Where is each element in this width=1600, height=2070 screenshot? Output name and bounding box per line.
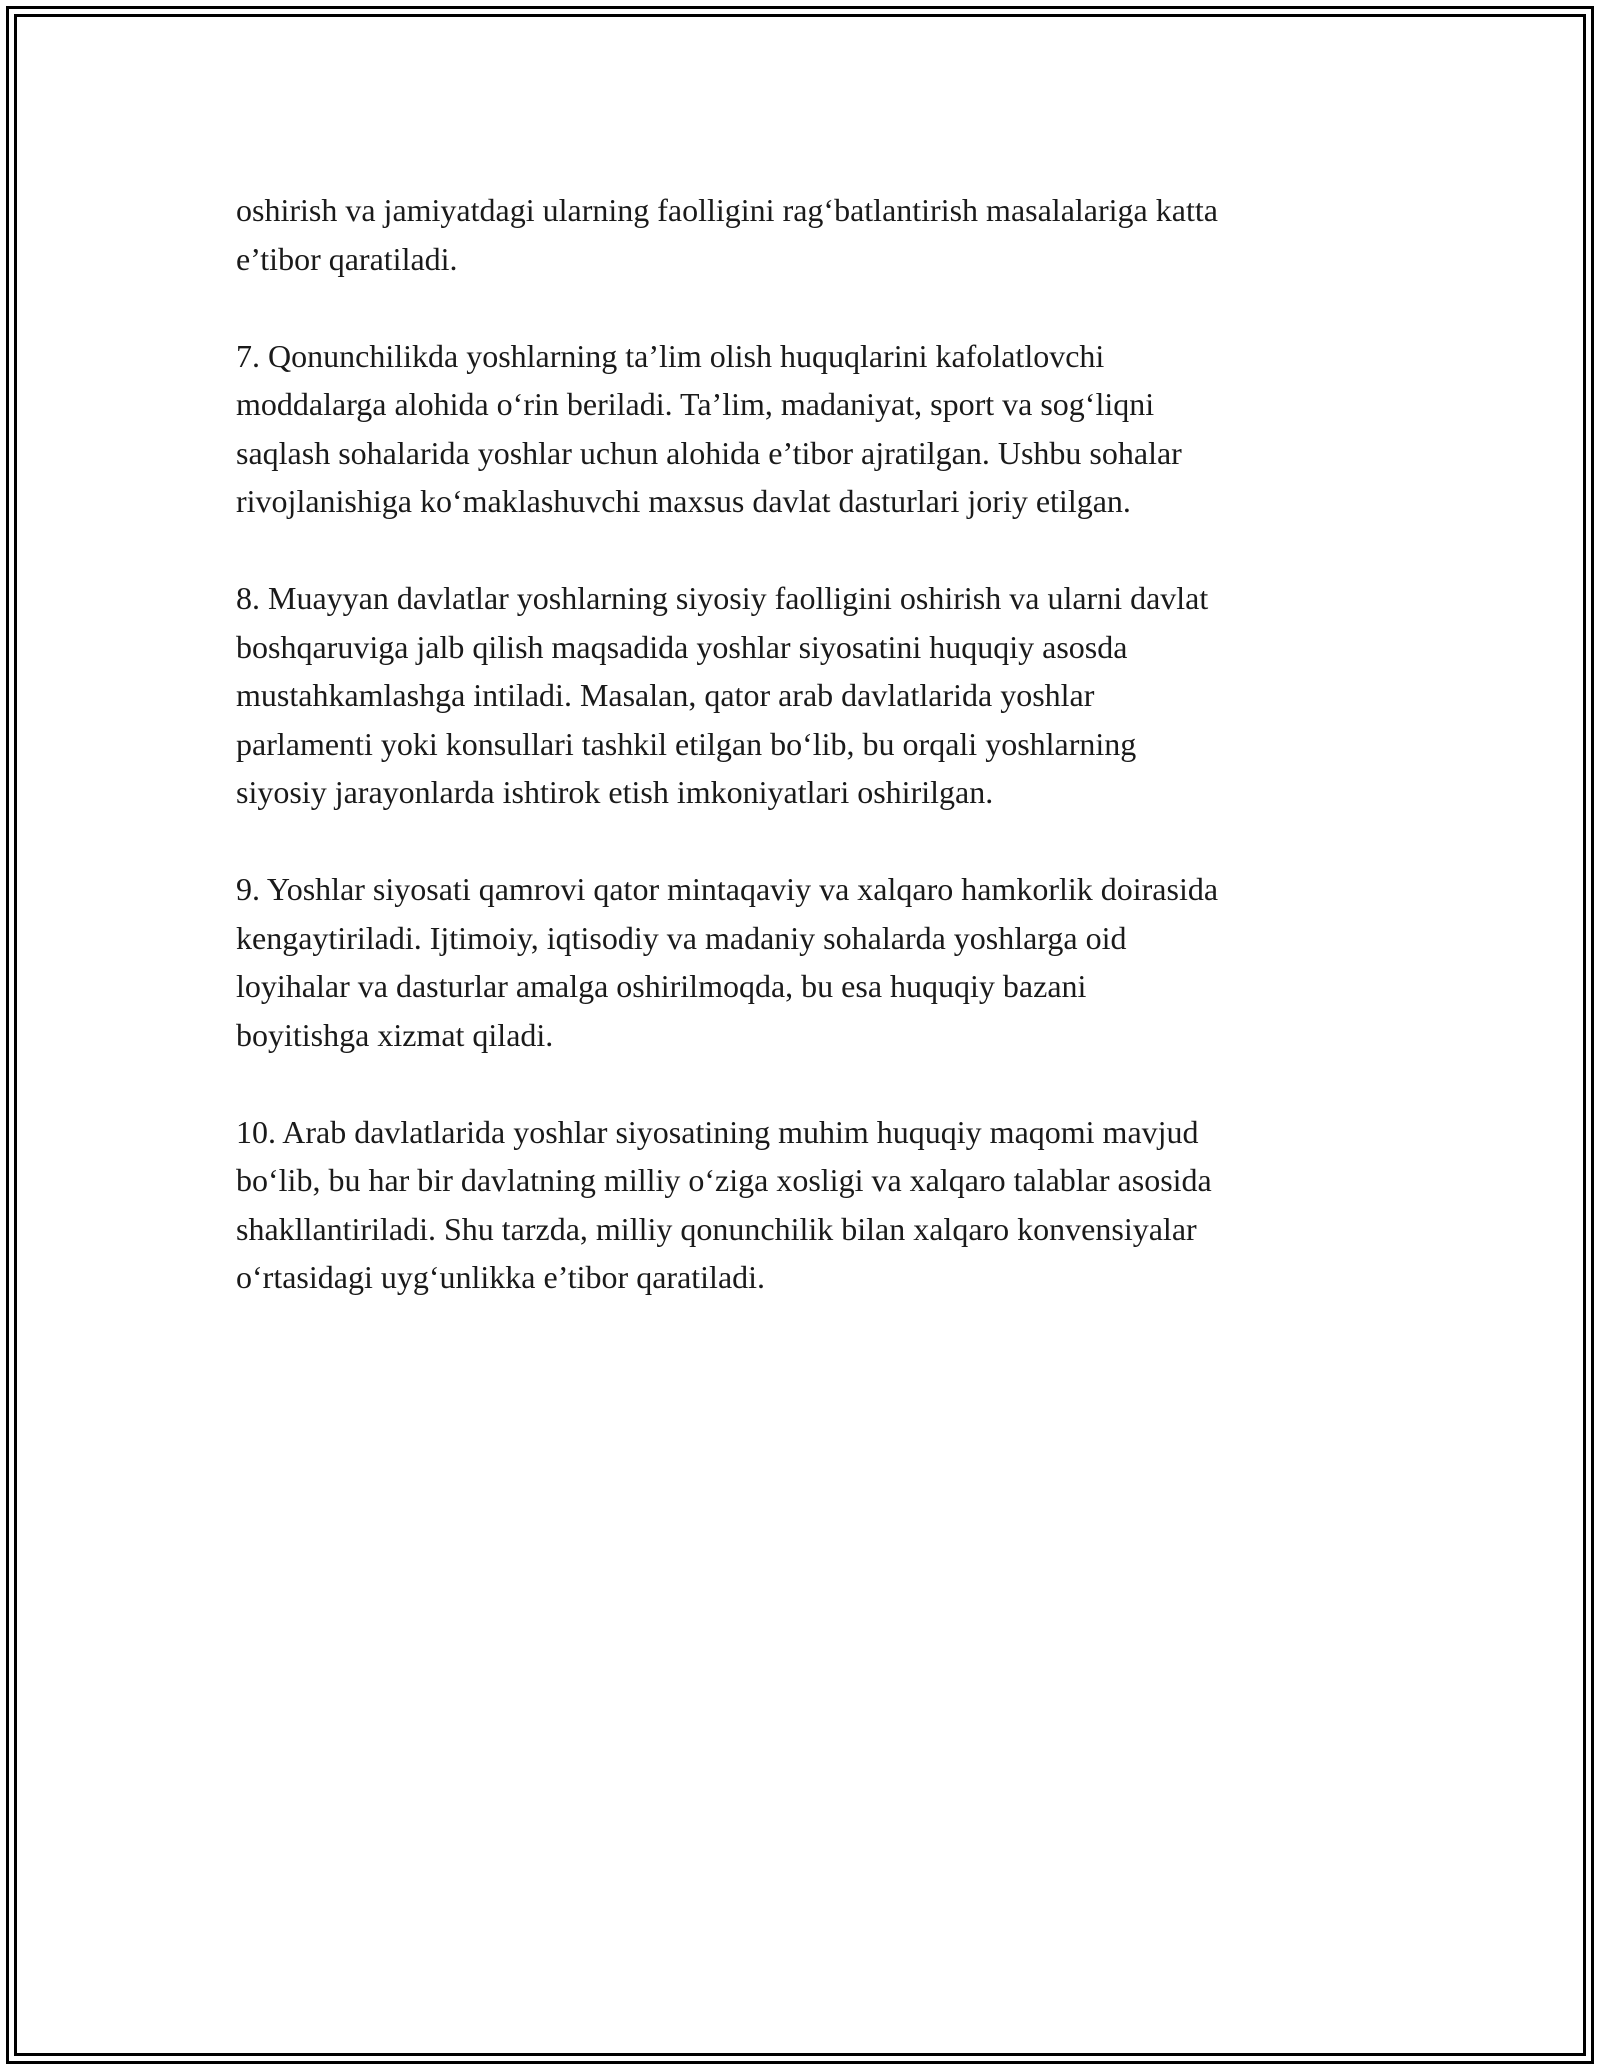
text-line: 7. Qonunchilikda yoshlarning ta’lim olish huquqlarini kafolatlovchi — [236, 337, 1105, 374]
paragraph-item-8 — [236, 574, 1376, 817]
document-body — [236, 186, 1376, 1350]
text-line: parlamenti yoki konsullari tashkil etilgan bo‘lib, bu orqali yoshlarning — [236, 725, 1137, 762]
paragraph-continuation — [236, 186, 1376, 283]
text-line: loyihalar va dasturlar amalga oshirilmoqda, bu esa huquqiy bazani — [236, 968, 1087, 1004]
text-line: shakllantiriladi. Shu tarzda, milliy qonunchilik bilan xalqaro konvensiyalar — [236, 1210, 1197, 1247]
text-line: boyitishga xizmat qiladi. — [236, 1016, 554, 1053]
paragraph-item-10 — [236, 1108, 1376, 1302]
paragraph-item-7 — [236, 332, 1376, 526]
text-line: 8. Muayyan davlatlar yoshlarning siyosiy faolligini oshirish va ularni davlat — [236, 580, 1209, 616]
text-line: 10. Arab davlatlarida yoshlar siyosatining muhim huquqiy maqomi mavjud — [236, 1113, 1199, 1150]
text-line: boshqaruviga jalb qilish maqsadida yoshlar siyosatini huquqiy asosda — [236, 628, 1128, 665]
text-line: oshirish va jamiyatdagi ularning faolligini rag‘batlantirish masalalariga katta — [236, 192, 1218, 228]
text-line: mustahkamlashga intiladi. Masalan, qator arab davlatlarida yoshlar — [236, 677, 1095, 713]
text-line: siyosiy jarayonlarda ishtirok etish imkoniyatlari oshirilgan. — [236, 774, 994, 810]
text-line: bo‘lib, bu har bir davlatning milliy o‘ziga xosligi va xalqaro talablar asosida — [236, 1162, 1212, 1198]
text-line: saqlash sohalarida yoshlar uchun alohida e’tibor ajratilgan. Ushbu sohalar — [236, 434, 1182, 471]
text-line: e’tibor qaratiladi. — [236, 240, 458, 277]
text-line: moddalarga alohida o‘rin beriladi. Ta’lim, madaniyat, sport va sog‘liqni — [236, 386, 1155, 422]
text-line: rivojlanishiga ko‘maklashuvchi maxsus davlat dasturlari joriy etilgan. — [236, 483, 1131, 519]
text-line: o‘rtasidagi uyg‘unlikka e’tibor qaratiladi. — [236, 1259, 766, 1295]
paragraph-item-9 — [236, 865, 1376, 1059]
text-line: 9. Yoshlar siyosati qamrovi qator mintaqaviy va xalqaro hamkorlik doirasida — [236, 871, 1219, 907]
text-line: kengaytiriladi. Ijtimoiy, iqtisodiy va madaniy sohalarda yoshlarga oid — [236, 919, 1127, 956]
